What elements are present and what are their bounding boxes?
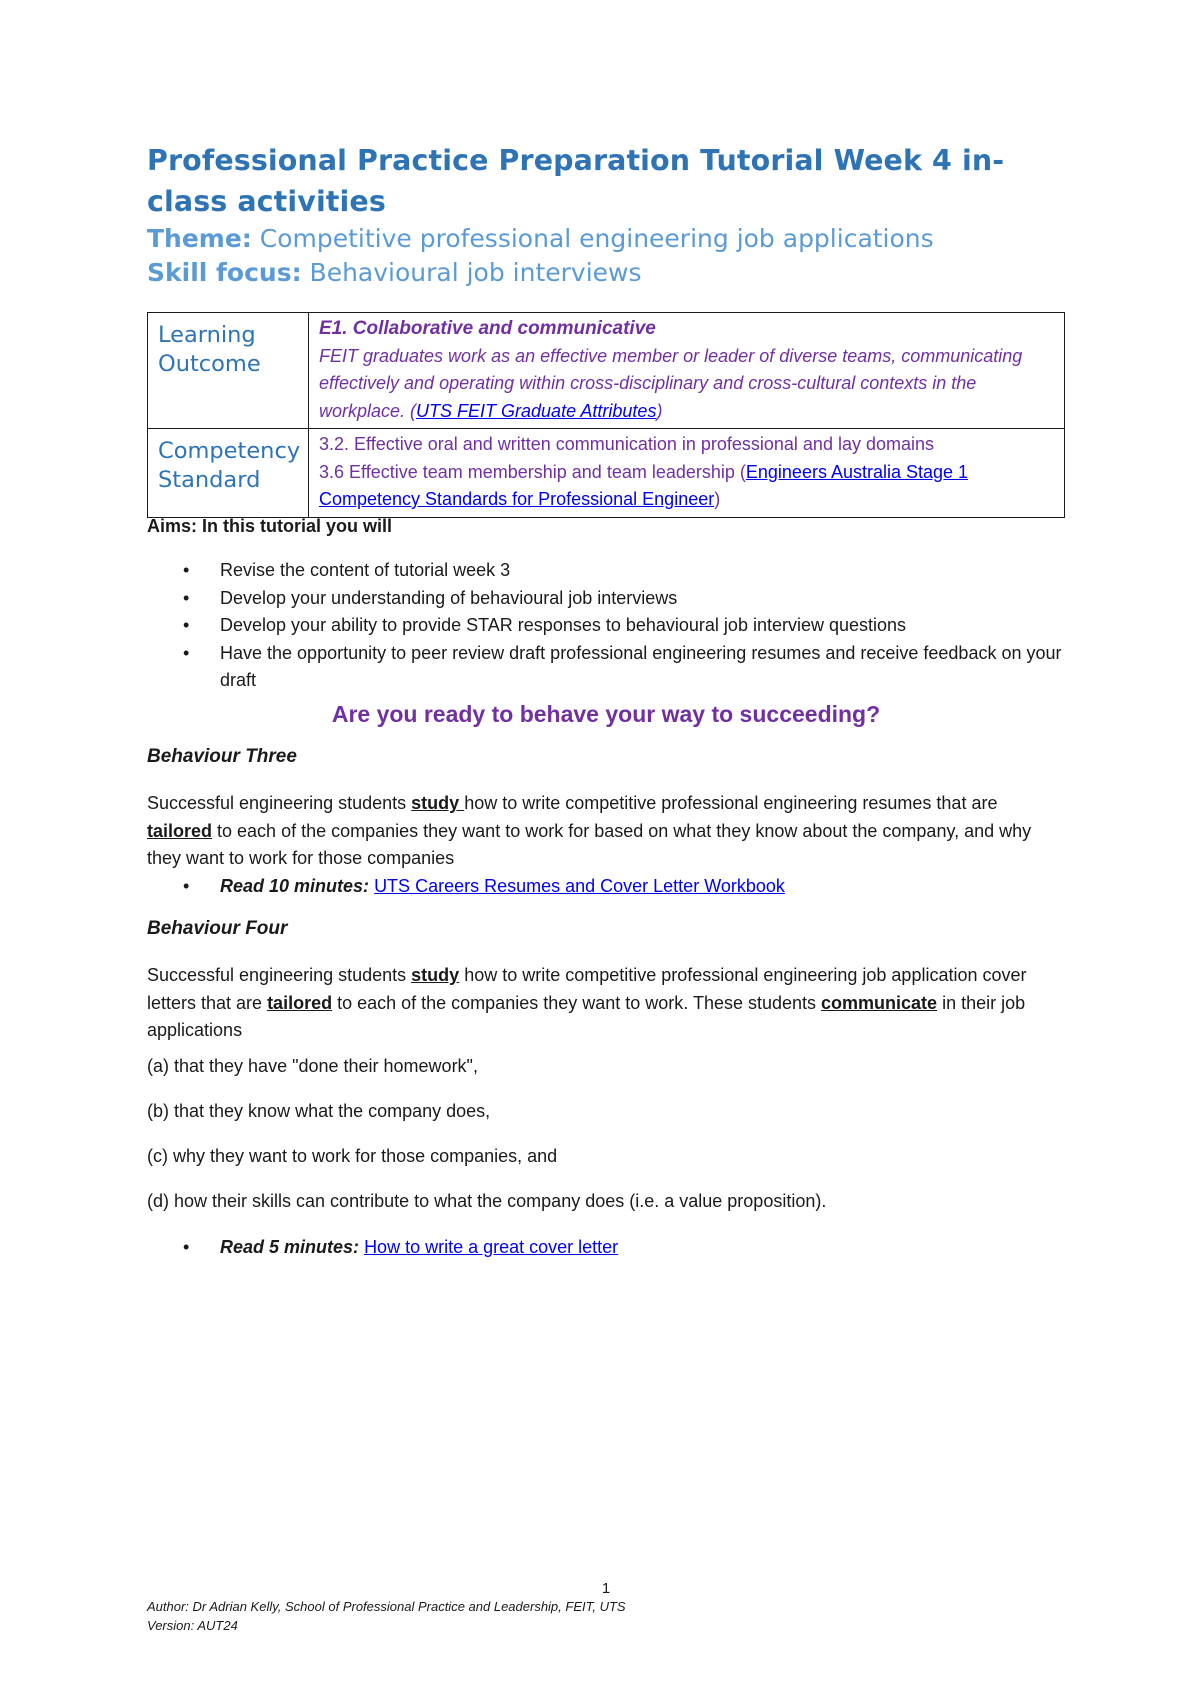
behaviour-four-paragraph [147,962,1065,1045]
competency-line-1: 3.2. Effective oral and written communication in professional and lay domains [319,434,934,454]
aim-text: Develop your understanding of behavioural job interviews [220,587,678,608]
bullet-icon: • [183,642,190,663]
resumes-workbook-link[interactable]: UTS Careers Resumes and Cover Letter Workbook [374,876,785,896]
skill-focus-line [147,256,1065,290]
page-number: 1 [601,1580,611,1597]
paragraph-text: in their job applications [147,992,1026,1040]
list-item [147,612,1065,640]
paragraph-text: Successful engineering students [147,793,412,813]
footer-version: Version: AUT24 [147,1618,238,1633]
bullet-icon: • [183,560,190,580]
bullet-icon: • [183,615,190,635]
outcome-body: FEIT graduates work as an effective member or leader of diverse teams, communicating effectively and operating within cross-disciplinary and cross-cultural contexts in the workplace. ( [319,345,1023,421]
paragraph-text: how to write competitive professional engineering resumes that are [464,793,998,813]
point-d: (d) how their skills can contribute to what the company does (i.e. a value proposition). [147,1191,827,1211]
paragraph-text: to each of the companies they want to work for based on what they know about the company, and why they want to work for those companies [147,820,1032,868]
page-footer [147,1580,1065,1635]
keyword-tailored: tailored [267,992,333,1013]
competency-line-2 [319,459,1064,514]
outcome-heading: E1. Collaborative and communicative [319,318,656,339]
theme-label: Theme: [147,224,252,253]
keyword-study: study [411,965,460,985]
list-item [147,585,1065,613]
question-heading: Are you ready to behave your way to succeeding? [331,701,881,727]
document-page [147,140,1065,1257]
competency-line-2-text: 3.6 Effective team membership and team leadership ( [319,461,746,482]
paragraph-text: Successful engineering students [147,965,412,985]
bullet-icon: • [183,876,190,896]
aims-heading: Aims: In this tutorial you will [147,516,393,536]
list-item [147,557,1065,585]
page-title: Professional Practice Preparation Tutorial Week 4 in-class activities [147,144,1005,218]
table-row [148,313,1065,429]
bullet-icon: • [183,1237,190,1257]
bullet-icon: • [183,587,190,608]
graduate-attributes-link[interactable]: UTS FEIT Graduate Attributes [416,400,657,421]
competency-standard-cell [309,429,1065,518]
point-c: (c) why they want to work for those companies, and [147,1146,558,1166]
point-a: (a) that they have "done their homework", [147,1056,478,1076]
outcome-close: ) [656,400,663,421]
theme-line [147,222,1065,256]
cover-letter-link[interactable]: How to write a great cover letter [364,1237,619,1257]
behaviour-three-paragraph [147,790,1065,873]
behaviour-three-read-list [147,873,1065,901]
aim-text: Revise the content of tutorial week 3 [220,560,511,580]
behaviour-four-read-list [147,1234,1065,1262]
aims-list [147,557,1065,695]
outcomes-table [147,312,1065,518]
outcome-description [319,343,1064,426]
skill-focus-text: Behavioural job interviews [301,258,642,287]
behaviour-four-heading: Behaviour Four [147,918,288,939]
read-label: Read 5 minutes: [220,1237,360,1257]
keyword-tailored: tailored [147,820,213,841]
table-row [148,429,1065,518]
engineers-australia-link[interactable]: Engineers Australia Stage 1 Competency Standards for Professional Engineer [319,461,969,509]
point-b: (b) that they know what the company does, [147,1101,491,1121]
paragraph-text: how to write competitive professional engineering job application cover letters that are [147,965,1027,1013]
list-item [147,873,1065,901]
skill-focus-label: Skill focus: [147,258,302,287]
aim-text: Develop your ability to provide STAR responses to behavioural job interview questions [220,615,907,635]
competency-standard-label: Competency Standard [148,429,309,518]
competency-close: ) [714,489,721,509]
read-label: Read 10 minutes: [220,876,370,896]
learning-outcome-label: Learning Outcome [148,313,309,429]
theme-text: Competitive professional engineering job applications [251,224,934,253]
behaviour-three-heading: Behaviour Three [147,746,297,767]
keyword-study: study [411,793,465,813]
keyword-communicate: communicate [821,992,938,1013]
paragraph-text: to each of the companies they want to work. These students [332,992,822,1013]
footer-author: Author: Dr Adrian Kelly, School of Professional Practice and Leadership, FEIT, UTS [147,1599,626,1614]
list-item [147,640,1065,695]
aim-text: Have the opportunity to peer review draft professional engineering resumes and receive feedback on your draft [220,642,1062,690]
learning-outcome-cell [309,313,1065,429]
list-item [147,1234,1065,1262]
